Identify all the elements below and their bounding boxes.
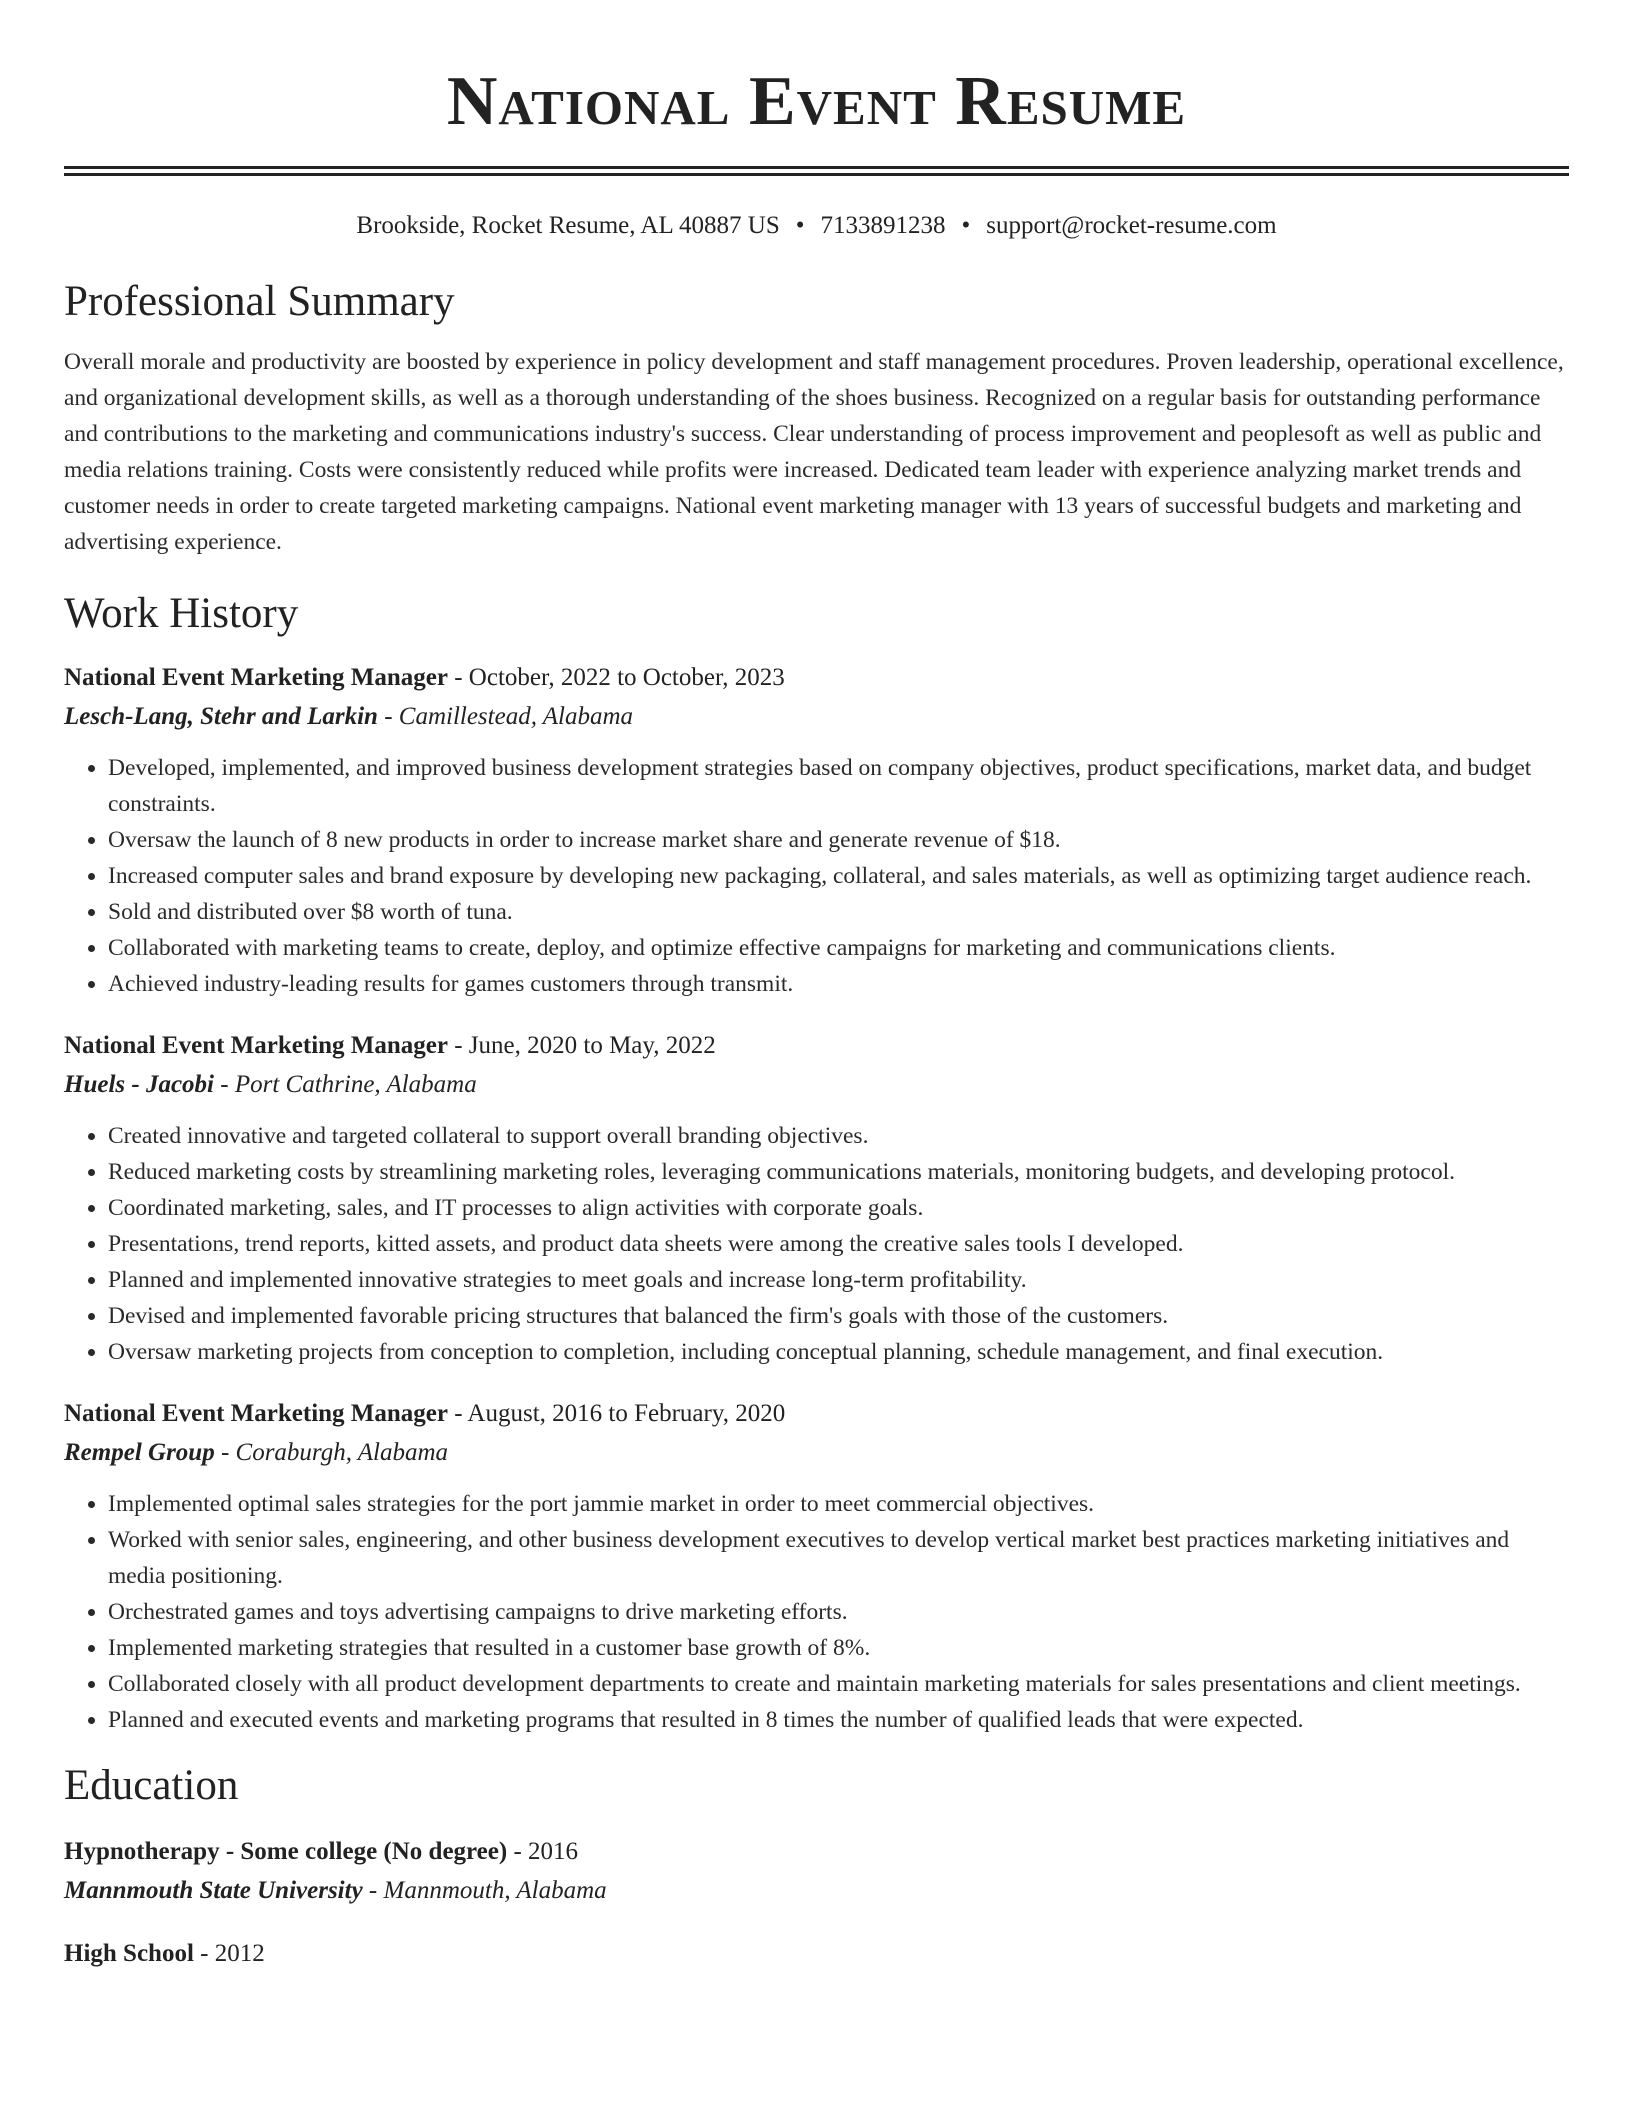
job-title-line	[64, 1026, 1569, 1065]
degree-line	[64, 1934, 1569, 1973]
job-bullet: • Collaborated with marketing teams to create, deploy, and optimize effective campaigns for marketing and communications clients.	[108, 930, 1569, 966]
employer-line	[64, 697, 1569, 736]
job-bullets	[64, 1486, 1569, 1738]
job-entry	[64, 1394, 1569, 1738]
job-bullet: • Worked with senior sales, engineering, and other business development executives to develop vertical market best practices marketing initiatives and media positioning.	[108, 1522, 1569, 1594]
job-title: National Event Marketing Manager	[64, 664, 448, 691]
job-bullet: • Presentations, trend reports, kitted assets, and product data sheets were among the creative sales tools I developed.	[108, 1226, 1569, 1262]
job-bullet: • Collaborated closely with all product development departments to create and maintain marketing materials for sales presentations and client meetings.	[108, 1666, 1569, 1702]
employer-line	[64, 1433, 1569, 1472]
job-dates: - June, 2020 to May, 2022	[447, 1032, 716, 1059]
contact-separator: •	[795, 212, 805, 239]
education-entry	[64, 1832, 1569, 1910]
job-bullets	[64, 1118, 1569, 1370]
degree-name: Hypnotherapy - Some college (No degree)	[64, 1838, 508, 1865]
education-section	[64, 1760, 1569, 1973]
resume-title: National Event Resume	[446, 63, 1187, 140]
job-dates: - August, 2016 to February, 2020	[447, 1400, 786, 1427]
job-title-line	[64, 658, 1569, 697]
school-location: - Mannmouth, Alabama	[362, 1877, 607, 1904]
job-bullet: • Oversaw the launch of 8 new products in order to increase market share and generate revenue of $18.	[108, 822, 1569, 858]
employer-location: - Camillestead, Alabama	[377, 703, 634, 730]
job-bullet: • Sold and distributed over $8 worth of tuna.	[108, 894, 1569, 930]
summary-text: Overall morale and productivity are boosted by experience in policy development and staff management procedures. Proven leadership, operational excellence, and organizational development skills, as well as a thorough understanding of the shoes business. Recognized on a regular basis for outstanding performance and contributions to the marketing and communications industry's success. Clear understanding of process improvement and peoplesoft as well as public and media relations training. Costs were consistently reduced while profits were increased. Dedicated team leader with experience analyzing market trends and customer needs in order to create targeted marketing campaigns. National event marketing manager with 13 years of successful budgets and marketing and advertising experience.	[64, 349, 1564, 555]
job-dates: - October, 2022 to October, 2023	[447, 664, 785, 691]
work-history-section	[64, 588, 1569, 1738]
job-bullet: • Increased computer sales and brand exposure by developing new packaging, collateral, and sales materials, as well as optimizing target audience reach.	[108, 858, 1569, 894]
contact-email: support@rocket-resume.com	[986, 212, 1277, 239]
summary-heading: Professional Summary	[64, 278, 455, 325]
job-bullet: • Developed, implemented, and improved business development strategies based on company objectives, product specifications, market data, and budget constraints.	[108, 750, 1569, 822]
employer-name: Huels - Jacobi	[64, 1071, 214, 1098]
job-title: National Event Marketing Manager	[64, 1400, 448, 1427]
job-bullet: • Coordinated marketing, sales, and IT processes to align activities with corporate goals.	[108, 1190, 1569, 1226]
employer-line	[64, 1065, 1569, 1104]
job-bullet: • Planned and executed events and marketing programs that resulted in 8 times the number of qualified leads that were expected.	[108, 1702, 1569, 1738]
job-bullet: • Planned and implemented innovative strategies to meet goals and increase long-term profitability.	[108, 1262, 1569, 1298]
job-bullet: • Devised and implemented favorable pricing structures that balanced the firm's goals with those of the customers.	[108, 1298, 1569, 1334]
degree-year: - 2016	[507, 1838, 579, 1865]
school-line	[64, 1871, 1569, 1910]
contact-phone: 7133891238	[820, 212, 946, 239]
job-bullet: • Reduced marketing costs by streamlining marketing roles, leveraging communications materials, monitoring budgets, and developing protocol.	[108, 1154, 1569, 1190]
job-title: National Event Marketing Manager	[64, 1032, 448, 1059]
job-title-line	[64, 1394, 1569, 1433]
degree-line	[64, 1832, 1569, 1871]
employer-location: - Coraburgh, Alabama	[214, 1439, 449, 1466]
contact-line	[64, 210, 1569, 242]
contact-separator: •	[961, 212, 971, 239]
education-heading: Education	[64, 1762, 239, 1809]
job-bullet: • Implemented marketing strategies that resulted in a customer base growth of 8%.	[108, 1630, 1569, 1666]
job-bullet: • Achieved industry-leading results for games customers through transmit.	[108, 966, 1569, 1002]
school-name: Mannmouth State University	[64, 1877, 363, 1904]
job-bullet: • Orchestrated games and toys advertising campaigns to drive marketing efforts.	[108, 1594, 1569, 1630]
degree-name: High School	[64, 1940, 194, 1967]
job-bullet: • Oversaw marketing projects from conception to completion, including conceptual planning, schedule management, and final execution.	[108, 1334, 1569, 1370]
employer-location: - Port Cathrine, Alabama	[214, 1071, 477, 1098]
employer-name: Lesch-Lang, Stehr and Larkin	[64, 703, 378, 730]
education-entry	[64, 1934, 1569, 1973]
employer-name: Rempel Group	[64, 1439, 215, 1466]
contact-address: Brookside, Rocket Resume, AL 40887 US	[356, 212, 780, 239]
job-bullet: • Created innovative and targeted collateral to support overall branding objectives.	[108, 1118, 1569, 1154]
job-bullets	[64, 750, 1569, 1002]
title-double-rule	[64, 166, 1569, 176]
work-history-heading: Work History	[64, 590, 299, 637]
job-entry	[64, 658, 1569, 1002]
summary-section	[64, 276, 1569, 560]
job-bullet: • Implemented optimal sales strategies for the port jammie market in order to meet commercial objectives.	[108, 1486, 1569, 1522]
degree-year: - 2012	[193, 1940, 265, 1967]
job-entry	[64, 1026, 1569, 1370]
